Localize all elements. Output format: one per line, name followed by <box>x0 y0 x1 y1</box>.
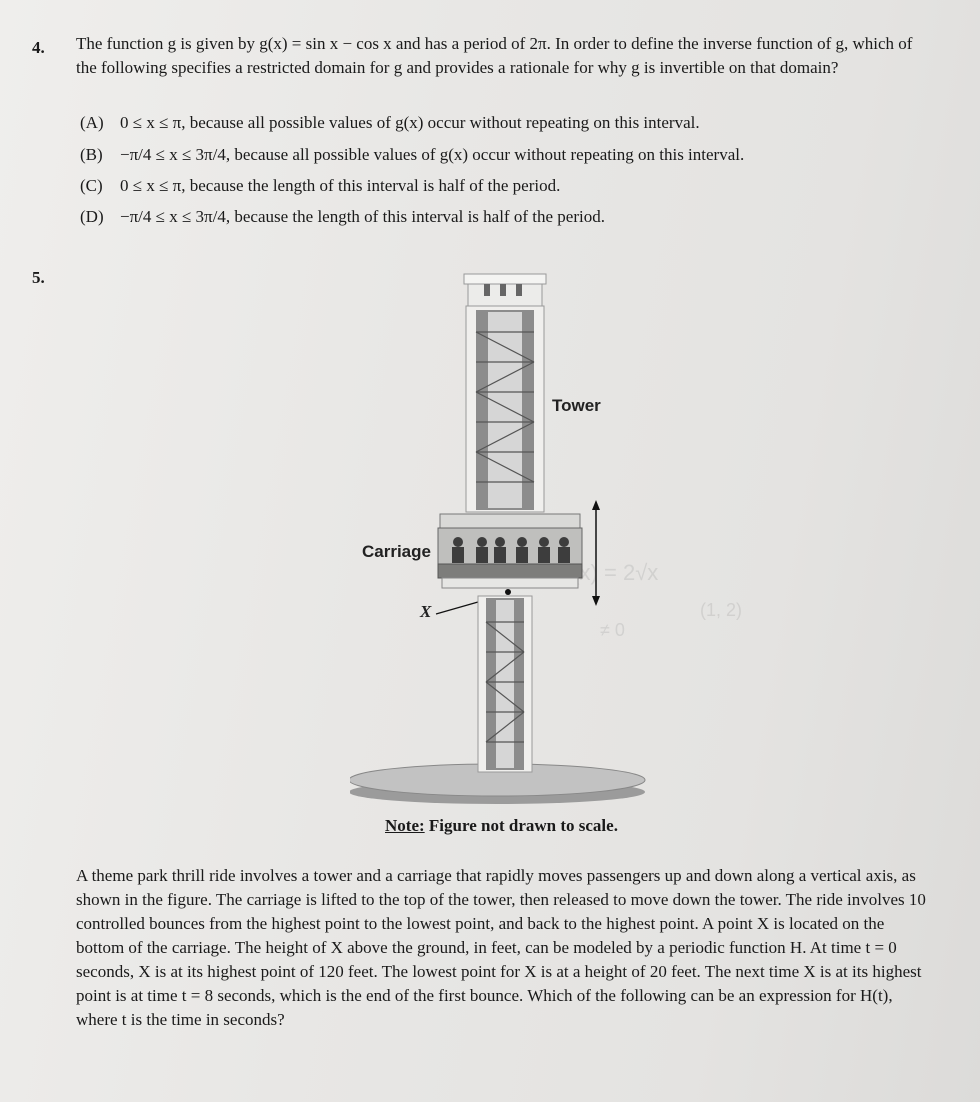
bleed-through-mark: ƒ(x) = 2√x <box>560 560 659 585</box>
tower-top-detail <box>500 284 506 296</box>
tower-label: Tower <box>552 396 601 415</box>
thrill-ride-figure <box>350 262 670 822</box>
choice-label: (A) <box>80 113 104 132</box>
choice-rationale: , because all possible values of g(x) occur without repeating on this interval. <box>181 113 700 132</box>
carriage-roof <box>440 514 580 528</box>
point-x-marker <box>505 589 511 595</box>
choice-rationale: , because all possible values of g(x) occur without repeating on this interval. <box>225 145 745 164</box>
figure-note <box>385 816 618 836</box>
question-4-choice-c[interactable] <box>80 174 560 198</box>
point-x-leader-line <box>436 602 478 614</box>
bleed-through-mark: (1, 2) <box>700 600 743 620</box>
carriage-floor <box>438 564 582 578</box>
choice-domain: −π/4 ≤ x ≤ 3π/4 <box>120 145 226 164</box>
choice-label: (B) <box>80 145 103 164</box>
motion-arrow-up-head <box>592 500 600 510</box>
question-4-choice-a[interactable] <box>80 111 700 135</box>
note-prefix: Note: <box>385 816 425 835</box>
question-5-stem: A theme park thrill ride involves a tower and a carriage that rapidly moves passengers up and down along a vertical axis, as shown in the figure. The carriage is lifted to the top of the tower, then released to move down the tower. The ride involves 10 controlled bounces from the highest point to the lowest point, and back to the highest point. A point X is located on the bottom of the carriage. The height of X above the ground, in feet, can be modeled by a periodic function H. At time t = 0 seconds, X is at its highest point of 120 feet. The lowest point for X is at a height of 20 feet. The next time X is at its highest point is at time t = 8 seconds, which is the end of the first bounce. Which of the following can be an expression for H(t), where t is the time in seconds? <box>76 866 926 1029</box>
question-4-choice-b[interactable] <box>80 143 744 167</box>
choice-rationale: , because the length of this interval is half of the period. <box>225 207 605 226</box>
tower-top-cap <box>464 274 546 284</box>
carriage-label: Carriage <box>362 542 431 561</box>
choice-label: (D) <box>80 207 104 226</box>
bleed-through-mark: ≠ 0 <box>600 620 625 640</box>
note-text: Figure not drawn to scale. <box>424 816 618 835</box>
tower-top-detail <box>516 284 522 296</box>
motion-arrow-down-head <box>592 596 600 606</box>
carriage-base <box>442 578 578 588</box>
tower-lower-core <box>496 600 514 768</box>
question-4-stem: The function g is given by g(x) = sin x − cos x and has a period of 2π. In order to define the inverse function of g, which of the following specifies a restricted domain for g and provides a rationale for why g is invertible on that domain? <box>76 34 913 77</box>
point-x-label: X <box>420 602 432 621</box>
choice-domain: −π/4 ≤ x ≤ 3π/4 <box>120 207 226 226</box>
tower-top-detail <box>484 284 490 296</box>
choice-domain: 0 ≤ x ≤ π <box>120 113 182 132</box>
question-5-number: 5. <box>32 268 45 287</box>
choice-rationale: , because the length of this interval is half of the period. <box>181 176 561 195</box>
choice-domain: 0 ≤ x ≤ π <box>120 176 182 195</box>
question-4-number: 4. <box>32 38 45 57</box>
choice-label: (C) <box>80 176 103 195</box>
question-4-choice-d[interactable] <box>80 205 605 229</box>
